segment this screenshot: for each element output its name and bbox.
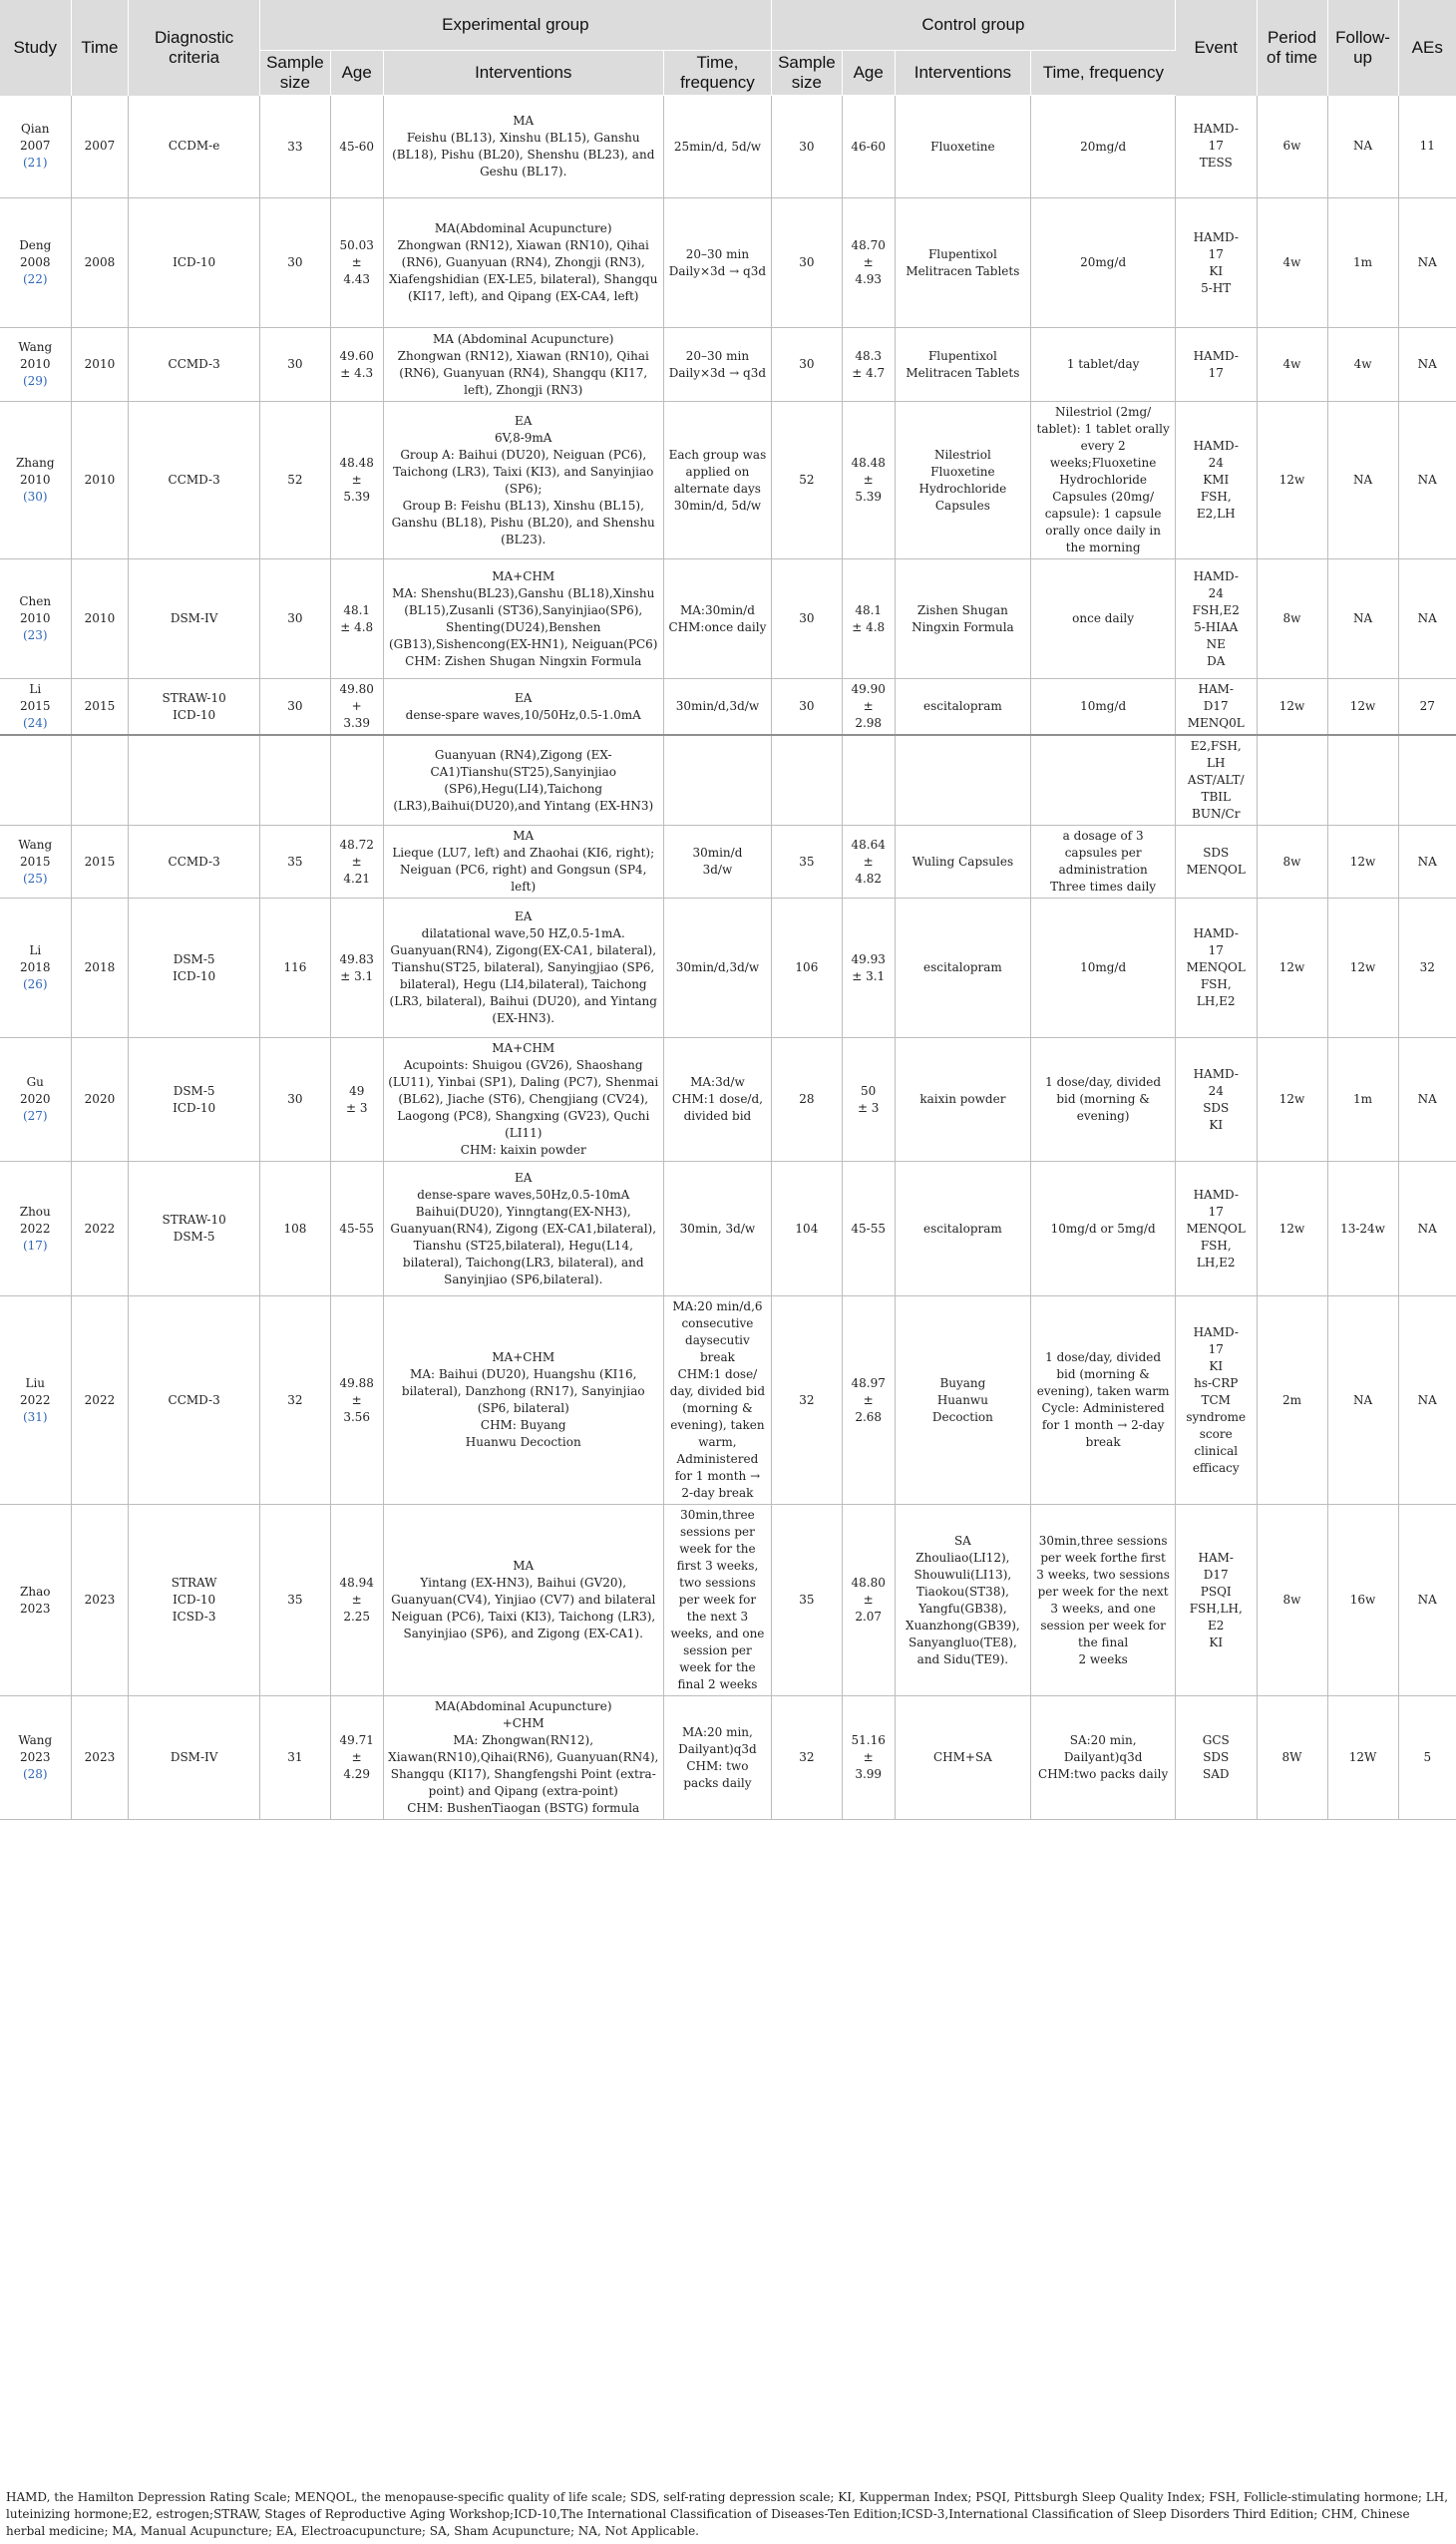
study-name: Zhao 2023 xyxy=(19,1584,51,1616)
cell-exp-sample: 52 xyxy=(259,402,330,559)
cell-exp-age: 50.03 ± 4.43 xyxy=(330,198,383,328)
cell-time: 2010 xyxy=(71,328,129,402)
cell-exp-interventions: MA+CHM MA: Shenshu(BL23),Ganshu (BL18),Xinshu (BL15),Zusanli (ST36),Sanyinjiao(SP6), Shenting(DU24),Benshen (GB13),Sishencong(EX-HN1), Neiguan(PC6) CHM: Zishen Shugan Ningxin Formula xyxy=(383,559,663,679)
cell-event: HAMD- 17 KI hs-CRP TCM syndrome score clinical efficacy xyxy=(1175,1296,1257,1505)
cell-diagnostic: CCDM-e xyxy=(129,96,260,198)
cell-exp-interventions: MA+CHM Acupoints: Shuigou (GV26), Shaoshang (LU11), Yinbai (SP1), Daling (PC7), Shenmai (BL62), Jiache (ST6), Chengjiang (CV24), Laogong (PC8), Shangxing (GV23), Quchi (LI11) CHM: kaixin powder xyxy=(383,1038,663,1162)
cell-ctl-sample: 28 xyxy=(771,1038,842,1162)
study-name: Chen 2010 xyxy=(19,594,52,625)
cell-exp-age: 45-60 xyxy=(330,96,383,198)
cell-aes: NA xyxy=(1398,1296,1456,1505)
cell-followup xyxy=(1327,735,1398,826)
cell-exp-interventions: MA(Abdominal Acupuncture) +CHM MA: Zhongwan(RN12), Xiawan(RN10),Qihai(RN6), Guanyuan(RN4), Shangqu (KI17), Shangfengshi Point (extra-point) and Qipang (extra-point) CHM: BushenTiaogan (BSTG) formula xyxy=(383,1696,663,1820)
cell-ctl-sample: 30 xyxy=(771,198,842,328)
cell-ctl-timefreq: 1 tablet/day xyxy=(1031,328,1176,402)
cell-time: 2008 xyxy=(71,198,129,328)
cell-exp-sample xyxy=(259,735,330,826)
cell-event: HAM- D17 MENQ0L xyxy=(1175,679,1257,736)
cell-exp-timefreq: 30min/d,3d/w xyxy=(663,899,771,1038)
table-row xyxy=(0,826,1456,899)
cell-aes: NA xyxy=(1398,559,1456,679)
cell-ctl-timefreq xyxy=(1031,735,1176,826)
cell-ctl-interventions xyxy=(895,735,1031,826)
study-reference-link[interactable]: (23) xyxy=(22,628,48,642)
cell-ctl-timefreq: 1 dose/day, divided bid (morning & evening), taken warm Cycle: Administered for 1 month → 2-day break xyxy=(1031,1296,1176,1505)
col-group-control: Control group xyxy=(771,0,1175,51)
cell-ctl-timefreq: 30min,three sessions per week forthe first 3 weeks, two sessions per week for the next 3 weeks, and one session per week for the final 2 weeks xyxy=(1031,1505,1176,1696)
cell-diagnostic: CCMD-3 xyxy=(129,1296,260,1505)
study-name: Liu 2022 xyxy=(19,1375,51,1407)
table-row xyxy=(0,198,1456,328)
table-row xyxy=(0,328,1456,402)
cell-exp-sample: 30 xyxy=(259,1038,330,1162)
table-row xyxy=(0,1296,1456,1505)
cell-exp-timefreq: MA:3d/w CHM:1 dose/d, divided bid xyxy=(663,1038,771,1162)
cell-period: 8W xyxy=(1257,1696,1327,1820)
cell-followup: NA xyxy=(1327,1296,1398,1505)
col-ctl-sample: Sample size xyxy=(771,51,842,96)
study-reference-link[interactable]: (26) xyxy=(22,977,48,991)
cell-diagnostic: DSM-5 ICD-10 xyxy=(129,1038,260,1162)
cell-ctl-age: 46-60 xyxy=(842,96,895,198)
cell-event: HAMD- 17 KI 5-HT xyxy=(1175,198,1257,328)
cell-aes: NA xyxy=(1398,1505,1456,1696)
table-body xyxy=(0,96,1456,1820)
cell-event: HAMD- 17 TESS xyxy=(1175,96,1257,198)
cell-ctl-timefreq: SA:20 min, Dailyant)q3d CHM:two packs daily xyxy=(1031,1696,1176,1820)
cell-ctl-timefreq: 10mg/d xyxy=(1031,679,1176,736)
cell-exp-timefreq: 20–30 min Daily×3d → q3d xyxy=(663,198,771,328)
cell-time: 2010 xyxy=(71,402,129,559)
cell-time: 2018 xyxy=(71,899,129,1038)
cell-study xyxy=(0,735,71,826)
cell-exp-interventions: EA dense-spare waves,10/50Hz,0.5-1.0mA xyxy=(383,679,663,736)
table-row xyxy=(0,899,1456,1038)
cell-exp-interventions: MA(Abdominal Acupuncture) Zhongwan (RN12), Xiawan (RN10), Qihai (RN6), Guanyuan (RN4), Zhongji (RN3), Xiafengshidian (EX-LE5, bilateral), Shangqu (KI17, left), and Qipang (EX-CA4, left) xyxy=(383,198,663,328)
cell-exp-interventions: MA Feishu (BL13), Xinshu (BL15), Ganshu (BL18), Pishu (BL20), Shenshu (BL23), and Geshu (BL17). xyxy=(383,96,663,198)
cell-exp-sample: 31 xyxy=(259,1696,330,1820)
cell-ctl-interventions: Flupentixol Melitracen Tablets xyxy=(895,198,1031,328)
cell-followup: 12w xyxy=(1327,826,1398,899)
study-name: Li 2018 xyxy=(19,943,51,974)
cell-followup: 4w xyxy=(1327,328,1398,402)
col-ctl-interventions: Interventions xyxy=(895,51,1031,96)
cell-study xyxy=(0,96,71,198)
cell-diagnostic: DSM-IV xyxy=(129,559,260,679)
cell-exp-age: 49.83 ± 3.1 xyxy=(330,899,383,1038)
study-name: Gu 2020 xyxy=(19,1075,51,1106)
col-period: Period of time xyxy=(1257,0,1327,96)
study-reference-link[interactable]: (21) xyxy=(22,156,48,171)
cell-study xyxy=(0,1038,71,1162)
cell-study xyxy=(0,1696,71,1820)
cell-aes: NA xyxy=(1398,826,1456,899)
col-time: Time xyxy=(71,0,129,96)
cell-period: 4w xyxy=(1257,198,1327,328)
cell-event: HAMD- 24 FSH,E2 5-HIAA NE DA xyxy=(1175,559,1257,679)
col-group-experimental: Experimental group xyxy=(259,0,771,51)
cell-ctl-interventions: CHM+SA xyxy=(895,1696,1031,1820)
cell-ctl-age: 45-55 xyxy=(842,1162,895,1296)
cell-period: 4w xyxy=(1257,328,1327,402)
study-name: Deng 2008 xyxy=(19,238,52,269)
cell-period: 8w xyxy=(1257,1505,1327,1696)
cell-event: SDS MENQOL xyxy=(1175,826,1257,899)
col-exp-interventions: Interventions xyxy=(383,51,663,96)
cell-period: 6w xyxy=(1257,96,1327,198)
study-reference-link[interactable]: (27) xyxy=(22,1109,48,1123)
cell-exp-interventions: Guanyuan (RN4),Zigong (EX-CA1)Tianshu(ST25),Sanyinjiao (SP6),Hegu(LI4),Taichong (LR3),Baihui(DU20),and Yintang (EX-HN3) xyxy=(383,735,663,826)
cell-time: 2022 xyxy=(71,1296,129,1505)
study-reference-link[interactable]: (31) xyxy=(22,1409,48,1424)
cell-ctl-interventions: SA Zhouliao(LI12), Shouwuli(LI13), Tiaokou(ST38), Yangfu(GB38), Xuanzhong(GB39), Sanyangluo(TE8), and Sidu(TE9). xyxy=(895,1505,1031,1696)
cell-exp-age: 48.94 ± 2.25 xyxy=(330,1505,383,1696)
cell-exp-timefreq: 25min/d, 5d/w xyxy=(663,96,771,198)
cell-ctl-sample: 104 xyxy=(771,1162,842,1296)
cell-exp-timefreq: 30min,three sessions per week for the first 3 weeks, two sessions per week for the next 3 weeks, and one session per week for the final 2 weeks xyxy=(663,1505,771,1696)
cell-exp-sample: 35 xyxy=(259,1505,330,1696)
cell-event: E2,FSH, LH AST/ALT/ TBIL BUN/Cr xyxy=(1175,735,1257,826)
col-exp-sample: Sample size xyxy=(259,51,330,96)
cell-ctl-interventions: escitalopram xyxy=(895,679,1031,736)
cell-exp-age: 45-55 xyxy=(330,1162,383,1296)
cell-aes: NA xyxy=(1398,1038,1456,1162)
cell-diagnostic: STRAW-10 DSM-5 xyxy=(129,1162,260,1296)
cell-study xyxy=(0,679,71,736)
cell-followup: NA xyxy=(1327,402,1398,559)
cell-period: 12w xyxy=(1257,1162,1327,1296)
cell-ctl-age: 48.64 ± 4.82 xyxy=(842,826,895,899)
cell-ctl-interventions: kaixin powder xyxy=(895,1038,1031,1162)
cell-time: 2015 xyxy=(71,826,129,899)
cell-time: 2007 xyxy=(71,96,129,198)
cell-followup: 1m xyxy=(1327,198,1398,328)
cell-exp-interventions: EA dilatational wave,50 HZ,0.5-1mA. Guanyuan(RN4), Zigong(EX-CA1, bilateral), Tianshu(ST25, bilateral), Sanyingjiao (SP6, bilateral), Hegu (LI4,bilateral), Taichong (LR3, bilateral), Baihui (DU20), and Yintang (EX-HN3). xyxy=(383,899,663,1038)
cell-event: HAMD- 17 xyxy=(1175,328,1257,402)
cell-exp-age: 49.80 + 3.39 xyxy=(330,679,383,736)
cell-aes: 32 xyxy=(1398,899,1456,1038)
cell-ctl-age: 48.97 ± 2.68 xyxy=(842,1296,895,1505)
study-reference-link[interactable]: (28) xyxy=(22,1767,48,1781)
cell-time xyxy=(71,735,129,826)
cell-ctl-interventions: escitalopram xyxy=(895,899,1031,1038)
cell-followup: NA xyxy=(1327,96,1398,198)
cell-period: 2m xyxy=(1257,1296,1327,1505)
cell-ctl-sample: 35 xyxy=(771,826,842,899)
cell-exp-interventions: MA Yintang (EX-HN3), Baihui (GV20), Guanyuan(CV4), Yinjiao (CV7) and bilateral Neiguan (PC6), Taixi (KI3), Taichong (LR3), Sanyinjiao (SP6), and Zigong (EX-CA1). xyxy=(383,1505,663,1696)
cell-exp-age: 49.71 ± 4.29 xyxy=(330,1696,383,1820)
cell-time: 2023 xyxy=(71,1696,129,1820)
cell-exp-timefreq: 20–30 min Daily×3d → q3d xyxy=(663,328,771,402)
cell-ctl-sample: 52 xyxy=(771,402,842,559)
cell-ctl-age: 48.3 ± 4.7 xyxy=(842,328,895,402)
cell-exp-age: 49.60 ± 4.3 xyxy=(330,328,383,402)
study-reference-link[interactable]: (17) xyxy=(22,1238,48,1253)
study-name: Qian 2007 xyxy=(19,122,51,154)
cell-ctl-age: 48.48 ± 5.39 xyxy=(842,402,895,559)
cell-exp-sample: 30 xyxy=(259,679,330,736)
cell-exp-interventions: MA (Abdominal Acupuncture) Zhongwan (RN12), Xiawan (RN10), Qihai (RN6), Guanyuan (RN4), Shangqu (KI17, left), Zhongji (RN3) xyxy=(383,328,663,402)
cell-exp-timefreq: Each group was applied on alternate days 30min/d, 5d/w xyxy=(663,402,771,559)
cell-exp-sample: 30 xyxy=(259,328,330,402)
cell-exp-age: 48.72 ± 4.21 xyxy=(330,826,383,899)
table-header xyxy=(0,0,1456,96)
cell-time: 2023 xyxy=(71,1505,129,1696)
cell-aes: NA xyxy=(1398,328,1456,402)
cell-ctl-sample: 106 xyxy=(771,899,842,1038)
cell-study xyxy=(0,1505,71,1696)
cell-ctl-timefreq: 10mg/d xyxy=(1031,899,1176,1038)
cell-period: 12w xyxy=(1257,899,1327,1038)
cell-ctl-timefreq: 1 dose/day, divided bid (morning & evening) xyxy=(1031,1038,1176,1162)
cell-time: 2020 xyxy=(71,1038,129,1162)
cell-followup: 12W xyxy=(1327,1696,1398,1820)
cell-study xyxy=(0,559,71,679)
cell-ctl-age: 50 ± 3 xyxy=(842,1038,895,1162)
cell-ctl-sample: 30 xyxy=(771,679,842,736)
cell-ctl-interventions: Buyang Huanwu Decoction xyxy=(895,1296,1031,1505)
cell-ctl-sample: 32 xyxy=(771,1696,842,1820)
cell-diagnostic: DSM-5 ICD-10 xyxy=(129,899,260,1038)
cell-followup: 16w xyxy=(1327,1505,1398,1696)
cell-period: 12w xyxy=(1257,679,1327,736)
cell-study xyxy=(0,899,71,1038)
cell-ctl-timefreq: 10mg/d or 5mg/d xyxy=(1031,1162,1176,1296)
cell-ctl-interventions: Zishen Shugan Ningxin Formula xyxy=(895,559,1031,679)
cell-exp-sample: 116 xyxy=(259,899,330,1038)
study-name: Wang 2023 xyxy=(18,1733,53,1764)
cell-event: HAMD- 17 MENQOL FSH, LH,E2 xyxy=(1175,1162,1257,1296)
study-name: Zhang 2010 xyxy=(15,456,55,487)
study-reference-link[interactable]: (30) xyxy=(22,490,48,504)
cell-ctl-timefreq: a dosage of 3 capsules per administration Three times daily xyxy=(1031,826,1176,899)
cell-ctl-interventions: Nilestriol Fluoxetine Hydrochloride Capsules xyxy=(895,402,1031,559)
cell-exp-age: 48.48 ± 5.39 xyxy=(330,402,383,559)
table-row xyxy=(0,1696,1456,1820)
cell-ctl-timefreq: once daily xyxy=(1031,559,1176,679)
cell-ctl-interventions: Flupentixol Melitracen Tablets xyxy=(895,328,1031,402)
cell-diagnostic: ICD-10 xyxy=(129,198,260,328)
col-ctl-age: Age xyxy=(842,51,895,96)
cell-exp-timefreq: MA:20 min, Dailyant)q3d CHM: two packs daily xyxy=(663,1696,771,1820)
col-exp-timefreq: Time, frequency xyxy=(663,51,771,96)
cell-exp-age: 49.88 ± 3.56 xyxy=(330,1296,383,1505)
col-aes: AEs xyxy=(1398,0,1456,96)
cell-aes xyxy=(1398,735,1456,826)
cell-event: HAMD- 24 KMI FSH, E2,LH xyxy=(1175,402,1257,559)
table-row xyxy=(0,559,1456,679)
table-row xyxy=(0,735,1456,826)
cell-followup: NA xyxy=(1327,559,1398,679)
cell-exp-timefreq: 30min/d 3d/w xyxy=(663,826,771,899)
cell-event: HAMD- 24 SDS KI xyxy=(1175,1038,1257,1162)
study-name: Wang 2010 xyxy=(18,340,53,371)
cell-ctl-age: 49.93 ± 3.1 xyxy=(842,899,895,1038)
cell-time: 2010 xyxy=(71,559,129,679)
cell-ctl-age xyxy=(842,735,895,826)
cell-diagnostic: STRAW-10 ICD-10 xyxy=(129,679,260,736)
cell-exp-timefreq xyxy=(663,735,771,826)
cell-ctl-sample: 30 xyxy=(771,96,842,198)
cell-event: HAMD- 17 MENQOL FSH, LH,E2 xyxy=(1175,899,1257,1038)
cell-time: 2015 xyxy=(71,679,129,736)
cell-diagnostic xyxy=(129,735,260,826)
cell-exp-interventions: MA+CHM MA: Baihui (DU20), Huangshu (KI16, bilateral), Danzhong (RN17), Sanyinjiao (SP6, bilateral) CHM: Buyang Huanwu Decoction xyxy=(383,1296,663,1505)
cell-exp-timefreq: 30min/d,3d/w xyxy=(663,679,771,736)
cell-exp-interventions: MA Lieque (LU7, left) and Zhaohai (KI6, right); Neiguan (PC6, right) and Gongsun (SP4, left) xyxy=(383,826,663,899)
table-row xyxy=(0,96,1456,198)
cell-study xyxy=(0,826,71,899)
cell-exp-sample: 108 xyxy=(259,1162,330,1296)
cell-exp-timefreq: 30min, 3d/w xyxy=(663,1162,771,1296)
table-row xyxy=(0,1162,1456,1296)
study-reference-link[interactable]: (22) xyxy=(22,272,48,286)
cell-ctl-timefreq: 20mg/d xyxy=(1031,198,1176,328)
cell-ctl-sample: 30 xyxy=(771,328,842,402)
cell-diagnostic: CCMD-3 xyxy=(129,826,260,899)
col-ctl-timefreq: Time, frequency xyxy=(1031,51,1176,96)
cell-diagnostic: DSM-IV xyxy=(129,1696,260,1820)
col-event: Event xyxy=(1175,0,1257,96)
cell-exp-age xyxy=(330,735,383,826)
cell-ctl-age: 49.90 ± 2.98 xyxy=(842,679,895,736)
table-footnote: HAMD, the Hamilton Depression Rating Scale; MENQOL, the menopause-specific quality of life scale; SDS, self-rating depression scale; KI, Kupperman Index; PSQI, Pittsburgh Sleep Quality Index; FSH, Follicle-stimulating hormone; LH, luteinizing hormone;E2, estrogen;STRAW, Stages of Reproductive Aging Workshop;ICD-10,The International Classification of Diseases-Ten Edition;ICSD-3,International Classification of Sleep Disorders Third Edition; CHM, Chinese herbal medicine; MA, Manual Acupuncture; EA, Electroacupuncture; SA, Sham Acupuncture; NA, Not Applicable. xyxy=(6,2490,1449,2538)
cell-aes: NA xyxy=(1398,1162,1456,1296)
cell-followup: 1m xyxy=(1327,1038,1398,1162)
cell-period: 8w xyxy=(1257,826,1327,899)
cell-followup: 13-24w xyxy=(1327,1162,1398,1296)
col-followup: Follow-up xyxy=(1327,0,1398,96)
cell-exp-sample: 35 xyxy=(259,826,330,899)
cell-study xyxy=(0,1296,71,1505)
cell-ctl-age: 48.80 ± 2.07 xyxy=(842,1505,895,1696)
cell-study xyxy=(0,328,71,402)
cell-time: 2022 xyxy=(71,1162,129,1296)
col-diagnostic: Diagnostic criteria xyxy=(129,0,260,96)
cell-ctl-timefreq: 20mg/d xyxy=(1031,96,1176,198)
cell-ctl-sample: 32 xyxy=(771,1296,842,1505)
cell-ctl-age: 48.70 ± 4.93 xyxy=(842,198,895,328)
study-name: Zhou 2022 xyxy=(19,1204,51,1236)
cell-diagnostic: STRAW ICD-10 ICSD-3 xyxy=(129,1505,260,1696)
cell-event: HAM- D17 PSQI FSH,LH, E2 KI xyxy=(1175,1505,1257,1696)
cell-aes: 11 xyxy=(1398,96,1456,198)
cell-exp-timefreq: MA:30min/d CHM:once daily xyxy=(663,559,771,679)
cell-ctl-interventions: Wuling Capsules xyxy=(895,826,1031,899)
cell-study xyxy=(0,402,71,559)
cell-period: 12w xyxy=(1257,1038,1327,1162)
cell-exp-timefreq: MA:20 min/d,6 consecutive daysecutiv break CHM:1 dose/ day, divided bid (morning & evening), taken warm, Administered for 1 month → 2-day break xyxy=(663,1296,771,1505)
cell-aes: NA xyxy=(1398,402,1456,559)
cell-period: 12w xyxy=(1257,402,1327,559)
cell-period: 8w xyxy=(1257,559,1327,679)
study-name: Wang 2015 xyxy=(18,837,53,869)
cell-aes: 5 xyxy=(1398,1696,1456,1820)
cell-followup: 12w xyxy=(1327,679,1398,736)
cell-study xyxy=(0,198,71,328)
col-exp-age: Age xyxy=(330,51,383,96)
table-row xyxy=(0,1505,1456,1696)
cell-event: GCS SDS SAD xyxy=(1175,1696,1257,1820)
study-reference-link[interactable]: (24) xyxy=(22,716,48,730)
cell-period xyxy=(1257,735,1327,826)
cell-exp-age: 49 ± 3 xyxy=(330,1038,383,1162)
cell-ctl-interventions: escitalopram xyxy=(895,1162,1031,1296)
study-name: Li 2015 xyxy=(19,682,51,713)
cell-exp-interventions: EA 6V,8-9mA Group A: Baihui (DU20), Neiguan (PC6), Taichong (LR3), Taixi (KI3), and Sanyinjiao (SP6); Group B: Feishu (BL13), Xinshu (BL15), Ganshu (BL18), Pishu (BL20), and Shenshu (BL23). xyxy=(383,402,663,559)
cell-ctl-interventions: Fluoxetine xyxy=(895,96,1031,198)
cell-exp-age: 48.1 ± 4.8 xyxy=(330,559,383,679)
cell-exp-sample: 30 xyxy=(259,198,330,328)
cell-ctl-sample: 30 xyxy=(771,559,842,679)
cell-ctl-age: 48.1 ± 4.8 xyxy=(842,559,895,679)
cell-ctl-timefreq: Nilestriol (2mg/ tablet): 1 tablet orally every 2 weeks;Fluoxetine Hydrochloride Capsules (20mg/ capsule): 1 capsule orally once daily in the morning xyxy=(1031,402,1176,559)
table-row xyxy=(0,402,1456,559)
cell-ctl-sample xyxy=(771,735,842,826)
cell-aes: 27 xyxy=(1398,679,1456,736)
cell-ctl-age: 51.16 ± 3.99 xyxy=(842,1696,895,1820)
cell-exp-sample: 32 xyxy=(259,1296,330,1505)
cell-ctl-sample: 35 xyxy=(771,1505,842,1696)
cell-study xyxy=(0,1162,71,1296)
cell-exp-interventions: EA dense-spare waves,50Hz,0.5-10mA Baihui(DU20), Yinngtang(EX-NH3), Guanyuan(RN4), Zigong (EX-CA1,bilateral), Tianshu (ST25,bilateral), Hegu(L14, bilateral), Taichong(LR3, bilateral), and Sanyinjiao (SP6,bilateral). xyxy=(383,1162,663,1296)
cell-exp-sample: 30 xyxy=(259,559,330,679)
col-study: Study xyxy=(0,0,71,96)
cell-exp-sample: 33 xyxy=(259,96,330,198)
study-reference-link[interactable]: (25) xyxy=(22,871,48,886)
cell-diagnostic: CCMD-3 xyxy=(129,402,260,559)
cell-aes: NA xyxy=(1398,198,1456,328)
cell-diagnostic: CCMD-3 xyxy=(129,328,260,402)
table-row xyxy=(0,679,1456,736)
study-reference-link[interactable]: (29) xyxy=(22,374,48,388)
table-row xyxy=(0,1038,1456,1162)
cell-followup: 12w xyxy=(1327,899,1398,1038)
